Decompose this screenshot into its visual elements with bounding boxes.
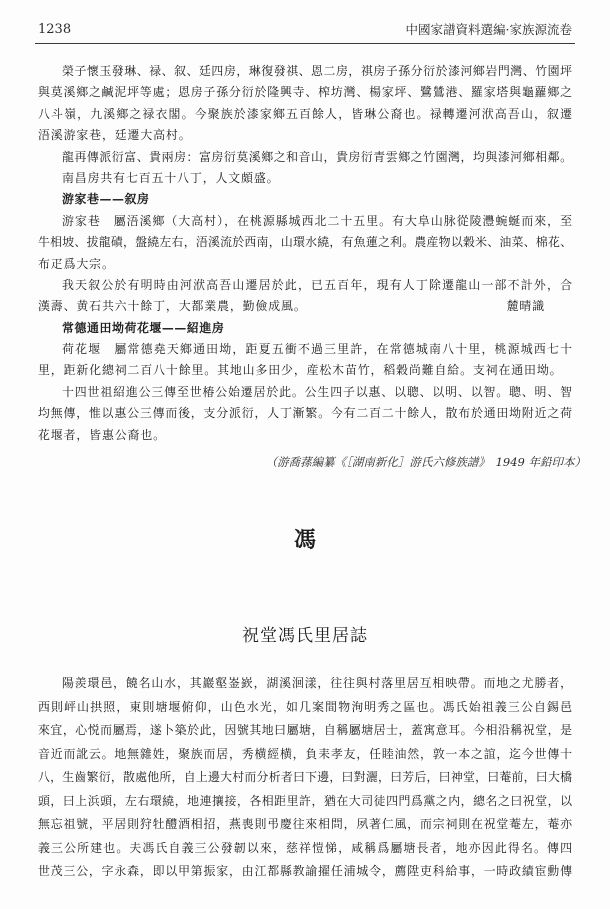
surname-title: 馮 [293, 527, 316, 553]
paragraph-line: 頭，曰上浜頭，左右環繞，地連攘接，各相距里許，猶在大司徒四門爲黨之内，總名之曰祝堂，以 [38, 793, 572, 808]
article-title: 祝堂馮氏里居誌 [242, 626, 368, 646]
paragraph-line-with-signature [38, 296, 572, 317]
paragraph-line: 我天叙公於有明時由河洑高吾山遷居於此，已五百年，現有人丁除遷龍山一部不計外，合 [62, 277, 572, 292]
you-clan-text-block [38, 61, 572, 446]
paragraph-line: 花堰者，皆惠公裔也。 [38, 427, 166, 442]
paragraph-line: 義三公所建也。夫馮氏自義三公發韌以來，慈祥愷悌，咸稱爲屬塘長者，地亦因此得名。傳四 [38, 840, 572, 855]
paragraph-line: 八斗嶺，九溪鄉之禄衣閣。今聚族於漆家鄉五百餘人，皆琳公裔也。禄轉遷河洑高吾山，叙遷 [38, 106, 572, 121]
header-rule [35, 43, 575, 44]
paragraph-line: 世茂三公，字永森，即以甲第振家，由江都縣教諭擢任浦城令，薦陞吏科給事，一時政績宦勳傳 [38, 864, 572, 878]
paragraph-line: 均無傳，惟以惠公三傳而後，支分派衍，人丁漸繁。今有二百二十餘人，散布於通田坳附近之荷 [38, 406, 572, 421]
paragraph-line: 荷花堰 屬常德堯天鄉通田坳，距夏五衝不過三里許，在常德城南八十里，桃源城西七十 [62, 342, 572, 357]
paragraph-line: 音近而訛云。地無雜姓，聚族而居，秀横經横，負耒孝友，任睦油然，敦一本之誼，迄今世傳十 [38, 746, 572, 761]
paragraph-line: 西則岼山拱照，東則塘堰俯仰，山色水光，如几案間物洵明秀之區也。馮氏始祖義三公自錫邑 [38, 699, 572, 714]
paragraph-line: 無忘祖號，平居則狩牡醴酒相招，燕喪則弔慶往來相問，夙著仁風，而宗祠則在祝堂菴左，菴亦 [38, 817, 572, 831]
paragraph-line: 里，距新化總祠二百八十餘里。其地山多田少，産松木苗竹，稻穀尚難自給。支祠在通田坳。 [38, 363, 563, 378]
paragraph-line: 浯溪游家巷，廷遷大高村。 [38, 128, 192, 143]
paragraph-line: 布疋爲大宗。 [38, 256, 115, 271]
paragraph-line-text: 漢壽、黄石共六十餘丁，大都業農，勤儉成風。 [38, 299, 307, 314]
paragraph-line: 南昌房共有七百五十八丁，人文頗盛。 [62, 170, 280, 185]
paragraph-line: 陽羨環邑，饒名山水，其巖壑崟嶔，湖溪洄漾，往往與村落里居互相映帶。而地之尤勝者， [62, 676, 572, 690]
source-citation: （游喬蓀編纂《［湖南新化］游氏六修族譜》 1949 年鉛印本） [265, 455, 586, 469]
paragraph-line: 十四世祖紹進公三傳至世椿公始遷居於此。公生四子以惠、以聰、以明、以智。聰、明、智 [62, 384, 572, 399]
paragraph-line: 八，生齒繁衍，散處他所，自上邊大村而分析者曰下邊，曰對灑，曰芳后，曰神堂，曰菴前，曰大橋 [38, 770, 572, 784]
feng-clan-text-block [38, 672, 572, 884]
paragraph-line: 牛相坡、拔龍磧，盤繞左右，浯溪流於西南，山環水繞，有魚蓮之利。農産物以穀米、油菜、棉花、 [38, 235, 572, 250]
page-number: 1238 [38, 22, 72, 37]
paragraph-line: 游家巷 屬浯溪鄉（大高村），在桃源縣城西北二十五里。有大阜山脉從陵灃蜿蜒而來，至 [62, 213, 572, 228]
section-heading: 常德通田坳荷花堰——紹進房 [62, 320, 225, 335]
running-title: 中國家譜資料選編·家族源流卷 [405, 22, 572, 37]
signature: 麓晴識 [506, 299, 545, 314]
paragraph-line: 與莫溪鄉之鹹泥坪等處；恩房子孫分衍於隆興寺、榨坊灣、楊家坪、鷺鷥港、羅家塔與龜蘿鄉之 [38, 85, 572, 100]
paragraph-line: 龍再傳派衍富、貴兩房：富房衍莫溪鄉之和音山，貴房衍青雲鄉之竹園灣，均與漆河鄉相鄰。 [62, 149, 572, 164]
paragraph-line: 榮子懷玉發琳、禄、叙、廷四房，琳復發祺、恩二房，祺房子孫分衍於漆河鄉岩門灣、竹園坪 [62, 64, 572, 78]
section-heading: 游家巷——叙房 [62, 192, 150, 207]
paragraph-line: 來宜，心悦而屬焉，遂卜築於此，因號其地曰屬塘，自稱屬塘居士，蓋寓意耳。今相沿稱祝堂，是 [38, 723, 572, 737]
